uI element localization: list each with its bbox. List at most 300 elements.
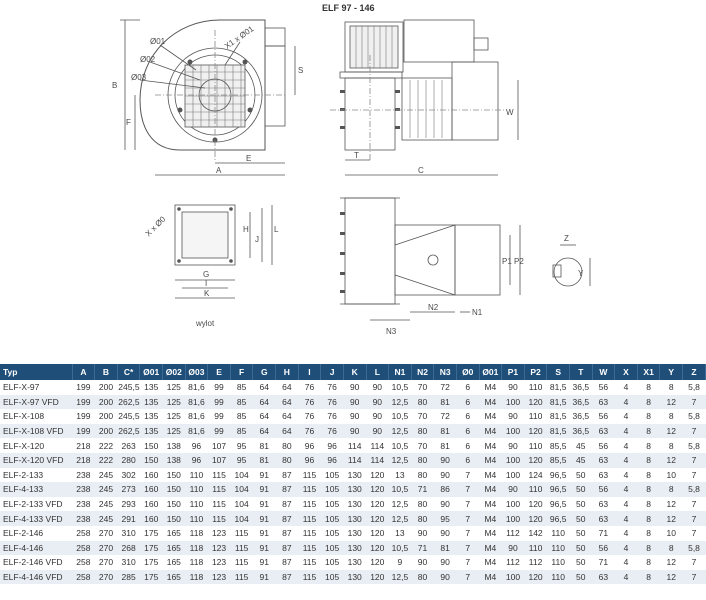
dim-T: T (354, 151, 359, 160)
table-cell: 76 (298, 380, 321, 395)
table-cell: 110 (524, 438, 547, 453)
table-cell: 96,5 (547, 497, 570, 512)
column-header: Ø01 (140, 364, 163, 380)
table-cell: 56 (592, 438, 615, 453)
table-cell: 81,5 (547, 395, 570, 410)
table-cell: 112 (524, 555, 547, 570)
table-cell: 120 (524, 570, 547, 585)
table-cell: 90 (343, 380, 366, 395)
table-cell: 105 (321, 526, 344, 541)
table-cell: 199 (72, 424, 95, 439)
table-cell: 36,5 (569, 380, 592, 395)
table-cell: 115 (298, 468, 321, 483)
table-cell: 63 (592, 453, 615, 468)
table-cell: 199 (72, 395, 95, 410)
table-cell: M4 (479, 497, 502, 512)
table-cell: 115 (298, 541, 321, 556)
table-cell: 8 (660, 380, 683, 395)
column-header: X1 (637, 364, 660, 380)
dim-L: L (274, 225, 279, 234)
top-view (340, 198, 524, 336)
table-cell: 8 (637, 497, 660, 512)
table-cell: 50 (569, 497, 592, 512)
table-cell: 71 (592, 526, 615, 541)
table-cell: 70 (411, 380, 434, 395)
table-cell: 8 (637, 438, 660, 453)
table-cell: 105 (321, 468, 344, 483)
table-cell: 258 (72, 526, 95, 541)
table-cell: 81 (253, 438, 276, 453)
column-header: Y (660, 364, 683, 380)
column-header: J (321, 364, 344, 380)
table-cell: 50 (569, 541, 592, 556)
column-header: N2 (411, 364, 434, 380)
table-cell: 110 (524, 482, 547, 497)
dim-W: W (506, 108, 514, 117)
dim-phi03: Ø03 (131, 73, 147, 82)
table-cell: 96,5 (547, 482, 570, 497)
column-header: F (230, 364, 253, 380)
table-cell: 160 (140, 511, 163, 526)
table-cell: 90 (434, 453, 457, 468)
table-cell: 200 (95, 409, 118, 424)
dim-phi01: Ø01 (150, 37, 166, 46)
model-name-cell: ELF-2-146 (0, 526, 72, 541)
table-cell: 4 (615, 511, 638, 526)
table-cell: 96 (321, 438, 344, 453)
table-cell: 110 (547, 570, 570, 585)
table-cell: M4 (479, 541, 502, 556)
table-cell: 81 (434, 541, 457, 556)
table-cell: 105 (321, 482, 344, 497)
table-cell: 90 (343, 409, 366, 424)
dim-xphi0: X x Ø0 (143, 214, 168, 239)
table-cell: 115 (208, 497, 231, 512)
table-cell: 125 (163, 395, 186, 410)
table-row (0, 570, 706, 585)
table-cell: 110 (185, 511, 208, 526)
table-cell: 81 (253, 453, 276, 468)
table-cell: M4 (479, 380, 502, 395)
model-name-cell: ELF-4-133 (0, 482, 72, 497)
table-cell: 118 (185, 555, 208, 570)
model-name-cell: ELF-X-97 VFD (0, 395, 72, 410)
column-header: Z (683, 364, 706, 380)
table-cell: 87 (276, 482, 299, 497)
spec-table (0, 364, 706, 584)
table-cell: 4 (615, 526, 638, 541)
column-header: N1 (389, 364, 412, 380)
table-cell: 100 (502, 511, 525, 526)
spec-table-header (0, 364, 706, 380)
table-cell: 90 (366, 380, 389, 395)
table-cell: 8 (637, 424, 660, 439)
table-cell: 50 (569, 511, 592, 526)
column-header: E (208, 364, 231, 380)
dim-phi02: Ø02 (140, 55, 156, 64)
column-header: P1 (502, 364, 525, 380)
table-row (0, 497, 706, 512)
table-cell: 175 (140, 555, 163, 570)
table-cell: 5,8 (683, 438, 706, 453)
table-row (0, 438, 706, 453)
table-cell: 10,5 (389, 409, 412, 424)
table-cell: M4 (479, 395, 502, 410)
table-cell: 125 (163, 409, 186, 424)
table-cell: 123 (208, 570, 231, 585)
table-cell: 5,8 (683, 541, 706, 556)
model-name-cell: ELF-X-120 (0, 438, 72, 453)
table-cell: 7 (683, 497, 706, 512)
table-cell: 6 (456, 453, 479, 468)
table-cell: M4 (479, 482, 502, 497)
table-cell: 7 (456, 468, 479, 483)
model-name-cell: ELF-2-133 VFD (0, 497, 72, 512)
table-cell: 91 (253, 497, 276, 512)
column-header: L (366, 364, 389, 380)
table-cell: 273 (117, 482, 140, 497)
table-cell: 262,5 (117, 424, 140, 439)
table-cell: 80 (411, 570, 434, 585)
table-cell: 63 (592, 468, 615, 483)
table-cell: 7 (683, 570, 706, 585)
table-cell: 110 (524, 380, 547, 395)
table-cell: 90 (502, 482, 525, 497)
table-cell: 130 (343, 526, 366, 541)
table-cell: 263 (117, 438, 140, 453)
table-cell: 110 (547, 526, 570, 541)
table-cell: 87 (276, 570, 299, 585)
table-cell: 130 (343, 570, 366, 585)
table-cell: 107 (208, 438, 231, 453)
table-cell: 90 (366, 409, 389, 424)
table-cell: 285 (117, 570, 140, 585)
table-cell: 238 (72, 482, 95, 497)
table-cell: 115 (230, 570, 253, 585)
table-cell: 150 (163, 511, 186, 526)
table-cell: 120 (366, 541, 389, 556)
model-name-cell: ELF-4-133 VFD (0, 511, 72, 526)
table-cell: 85,5 (547, 453, 570, 468)
table-cell: 12 (660, 453, 683, 468)
table-cell: 12,5 (389, 453, 412, 468)
table-cell: 76 (298, 395, 321, 410)
table-cell: 63 (592, 511, 615, 526)
dim-N3: N3 (386, 327, 397, 336)
table-cell: 310 (117, 526, 140, 541)
table-cell: 105 (321, 497, 344, 512)
table-cell: 100 (502, 468, 525, 483)
table-cell: 110 (547, 555, 570, 570)
column-header: Typ (0, 364, 72, 380)
table-cell: 90 (434, 497, 457, 512)
table-cell: 80 (411, 511, 434, 526)
table-cell: 165 (163, 555, 186, 570)
table-cell: 302 (117, 468, 140, 483)
table-cell: 110 (185, 482, 208, 497)
table-cell: 95 (230, 438, 253, 453)
table-cell: 8 (660, 541, 683, 556)
dim-P2: P2 (514, 257, 524, 266)
table-cell: 115 (208, 468, 231, 483)
table-cell: 135 (140, 424, 163, 439)
table-cell: 291 (117, 511, 140, 526)
table-cell: 7 (683, 511, 706, 526)
table-cell: 50 (569, 570, 592, 585)
table-cell: 245 (95, 468, 118, 483)
table-cell: 81,6 (185, 395, 208, 410)
table-cell: 114 (343, 453, 366, 468)
table-cell: 120 (524, 424, 547, 439)
table-cell: 81,6 (185, 409, 208, 424)
table-row (0, 453, 706, 468)
table-cell: 50 (569, 526, 592, 541)
table-cell: 135 (140, 395, 163, 410)
table-cell: 7 (456, 482, 479, 497)
model-name-cell: ELF-2-133 (0, 468, 72, 483)
table-cell: 199 (72, 409, 95, 424)
table-cell: 81,5 (547, 424, 570, 439)
column-header: B (95, 364, 118, 380)
table-cell: 8 (637, 482, 660, 497)
table-cell: 10,5 (389, 482, 412, 497)
table-cell: 64 (276, 409, 299, 424)
table-cell: 130 (343, 482, 366, 497)
table-cell: 123 (208, 555, 231, 570)
table-cell: 199 (72, 380, 95, 395)
table-cell: 45 (569, 438, 592, 453)
table-cell: 115 (298, 511, 321, 526)
table-cell: 280 (117, 453, 140, 468)
table-row (0, 424, 706, 439)
table-cell: 100 (502, 424, 525, 439)
table-cell: 222 (95, 438, 118, 453)
table-cell: 110 (185, 468, 208, 483)
table-cell: 63 (592, 424, 615, 439)
table-cell: 150 (163, 482, 186, 497)
table-cell: 105 (321, 541, 344, 556)
table-cell: 71 (411, 541, 434, 556)
table-cell: 150 (163, 468, 186, 483)
table-cell: 6 (456, 438, 479, 453)
table-cell: 262,5 (117, 395, 140, 410)
table-cell: 36,5 (569, 409, 592, 424)
table-cell: 85,5 (547, 438, 570, 453)
table-cell: 12 (660, 497, 683, 512)
dim-C: C (418, 166, 424, 175)
table-cell: 8 (637, 570, 660, 585)
table-cell: 71 (592, 555, 615, 570)
table-cell: 56 (592, 541, 615, 556)
table-cell: 81 (434, 438, 457, 453)
table-row (0, 395, 706, 410)
table-cell: 142 (524, 526, 547, 541)
table-cell: 70 (411, 409, 434, 424)
table-cell: 90 (434, 526, 457, 541)
table-cell: 8 (637, 555, 660, 570)
table-cell: 12,5 (389, 570, 412, 585)
table-cell: 36,5 (569, 424, 592, 439)
table-cell: 81 (434, 395, 457, 410)
column-header: Ø01 (479, 364, 502, 380)
table-cell: 80 (411, 395, 434, 410)
table-cell: 56 (592, 409, 615, 424)
table-cell: 9 (389, 555, 412, 570)
table-cell: 64 (276, 395, 299, 410)
table-cell: 200 (95, 424, 118, 439)
table-cell: 4 (615, 424, 638, 439)
table-cell: 12,5 (389, 511, 412, 526)
table-cell: M4 (479, 526, 502, 541)
table-cell: 50 (569, 555, 592, 570)
table-row (0, 555, 706, 570)
column-header: Ø0 (456, 364, 479, 380)
table-cell: 118 (185, 541, 208, 556)
table-cell: 135 (140, 380, 163, 395)
table-cell: 124 (524, 468, 547, 483)
table-cell: 63 (592, 570, 615, 585)
table-cell: 12 (660, 555, 683, 570)
table-cell: 63 (592, 395, 615, 410)
table-cell: 80 (276, 438, 299, 453)
table-cell: 90 (502, 409, 525, 424)
table-cell: 8 (637, 409, 660, 424)
table-cell: 7 (683, 526, 706, 541)
dim-x1phi01: X1 x Ø01 (222, 24, 256, 51)
table-cell: 114 (343, 438, 366, 453)
table-cell: M4 (479, 409, 502, 424)
table-cell: 4 (615, 409, 638, 424)
column-header: N3 (434, 364, 457, 380)
table-cell: 120 (366, 511, 389, 526)
table-cell: 114 (366, 453, 389, 468)
table-cell: 130 (343, 555, 366, 570)
table-cell: 10 (660, 468, 683, 483)
table-cell: M4 (479, 570, 502, 585)
table-cell: 64 (276, 380, 299, 395)
model-name-cell: ELF-X-120 VFD (0, 453, 72, 468)
table-cell: 80 (411, 424, 434, 439)
table-row (0, 468, 706, 483)
dim-Y: Y (578, 269, 584, 278)
table-cell: 130 (343, 497, 366, 512)
table-cell: 175 (140, 541, 163, 556)
table-cell: 175 (140, 570, 163, 585)
table-cell: 238 (72, 468, 95, 483)
table-row (0, 526, 706, 541)
table-cell: 63 (592, 497, 615, 512)
table-cell: 99 (208, 395, 231, 410)
table-cell: 270 (95, 541, 118, 556)
table-cell: 76 (321, 409, 344, 424)
table-cell: 130 (343, 511, 366, 526)
table-cell: 12 (660, 424, 683, 439)
table-cell: M4 (479, 511, 502, 526)
table-cell: 245 (95, 511, 118, 526)
table-cell: 87 (276, 511, 299, 526)
table-cell: 107 (208, 453, 231, 468)
table-row (0, 380, 706, 395)
table-cell: 12 (660, 395, 683, 410)
outlet-view (144, 205, 279, 328)
table-cell: 85 (230, 395, 253, 410)
table-cell: 114 (366, 438, 389, 453)
table-cell: 245,5 (117, 409, 140, 424)
table-cell: 64 (253, 424, 276, 439)
side-view (330, 20, 518, 175)
table-cell: 50 (569, 468, 592, 483)
table-cell: M4 (479, 438, 502, 453)
table-cell: 115 (298, 497, 321, 512)
table-cell: 165 (163, 570, 186, 585)
dim-N1: N1 (472, 308, 483, 317)
table-cell: 293 (117, 497, 140, 512)
column-header: X (615, 364, 638, 380)
table-cell: 6 (456, 395, 479, 410)
model-name-cell: ELF-2-146 VFD (0, 555, 72, 570)
table-cell: 165 (163, 541, 186, 556)
table-cell: 64 (253, 395, 276, 410)
table-cell: 4 (615, 453, 638, 468)
table-cell: 95 (230, 453, 253, 468)
table-cell: 99 (208, 409, 231, 424)
dim-N2: N2 (428, 303, 439, 312)
table-cell: 81,6 (185, 380, 208, 395)
table-cell: 110 (524, 541, 547, 556)
table-cell: 123 (208, 541, 231, 556)
table-cell: 115 (230, 526, 253, 541)
table-cell: 72 (434, 409, 457, 424)
table-cell: 45 (569, 453, 592, 468)
table-cell: 90 (411, 555, 434, 570)
table-cell: 115 (298, 555, 321, 570)
table-cell: 7 (683, 424, 706, 439)
table-cell: 120 (366, 555, 389, 570)
table-cell: 7 (456, 555, 479, 570)
dim-A: A (216, 166, 222, 175)
table-cell: 104 (230, 482, 253, 497)
column-header: Ø02 (163, 364, 186, 380)
table-cell: 115 (208, 511, 231, 526)
column-header: I (298, 364, 321, 380)
table-cell: 8 (637, 526, 660, 541)
table-cell: 125 (163, 380, 186, 395)
table-cell: 76 (321, 424, 344, 439)
table-cell: 4 (615, 438, 638, 453)
table-cell: 104 (230, 511, 253, 526)
table-cell: 110 (185, 497, 208, 512)
table-row (0, 511, 706, 526)
table-cell: 8 (637, 541, 660, 556)
model-name-cell: ELF-4-146 VFD (0, 570, 72, 585)
table-cell: 150 (163, 497, 186, 512)
table-cell: 165 (163, 526, 186, 541)
table-cell: 7 (456, 511, 479, 526)
table-cell: 90 (434, 468, 457, 483)
outlet-label: wylot (196, 319, 215, 328)
table-cell: 87 (276, 526, 299, 541)
drawing-title: ELF 97 - 146 (322, 3, 375, 13)
table-cell: 5,8 (683, 380, 706, 395)
table-cell: 5,8 (683, 482, 706, 497)
table-cell: 90 (366, 395, 389, 410)
table-cell: 7 (683, 555, 706, 570)
table-row (0, 541, 706, 556)
table-cell: 6 (456, 424, 479, 439)
table-cell: 258 (72, 541, 95, 556)
table-cell: 12 (660, 570, 683, 585)
table-cell: 120 (366, 482, 389, 497)
